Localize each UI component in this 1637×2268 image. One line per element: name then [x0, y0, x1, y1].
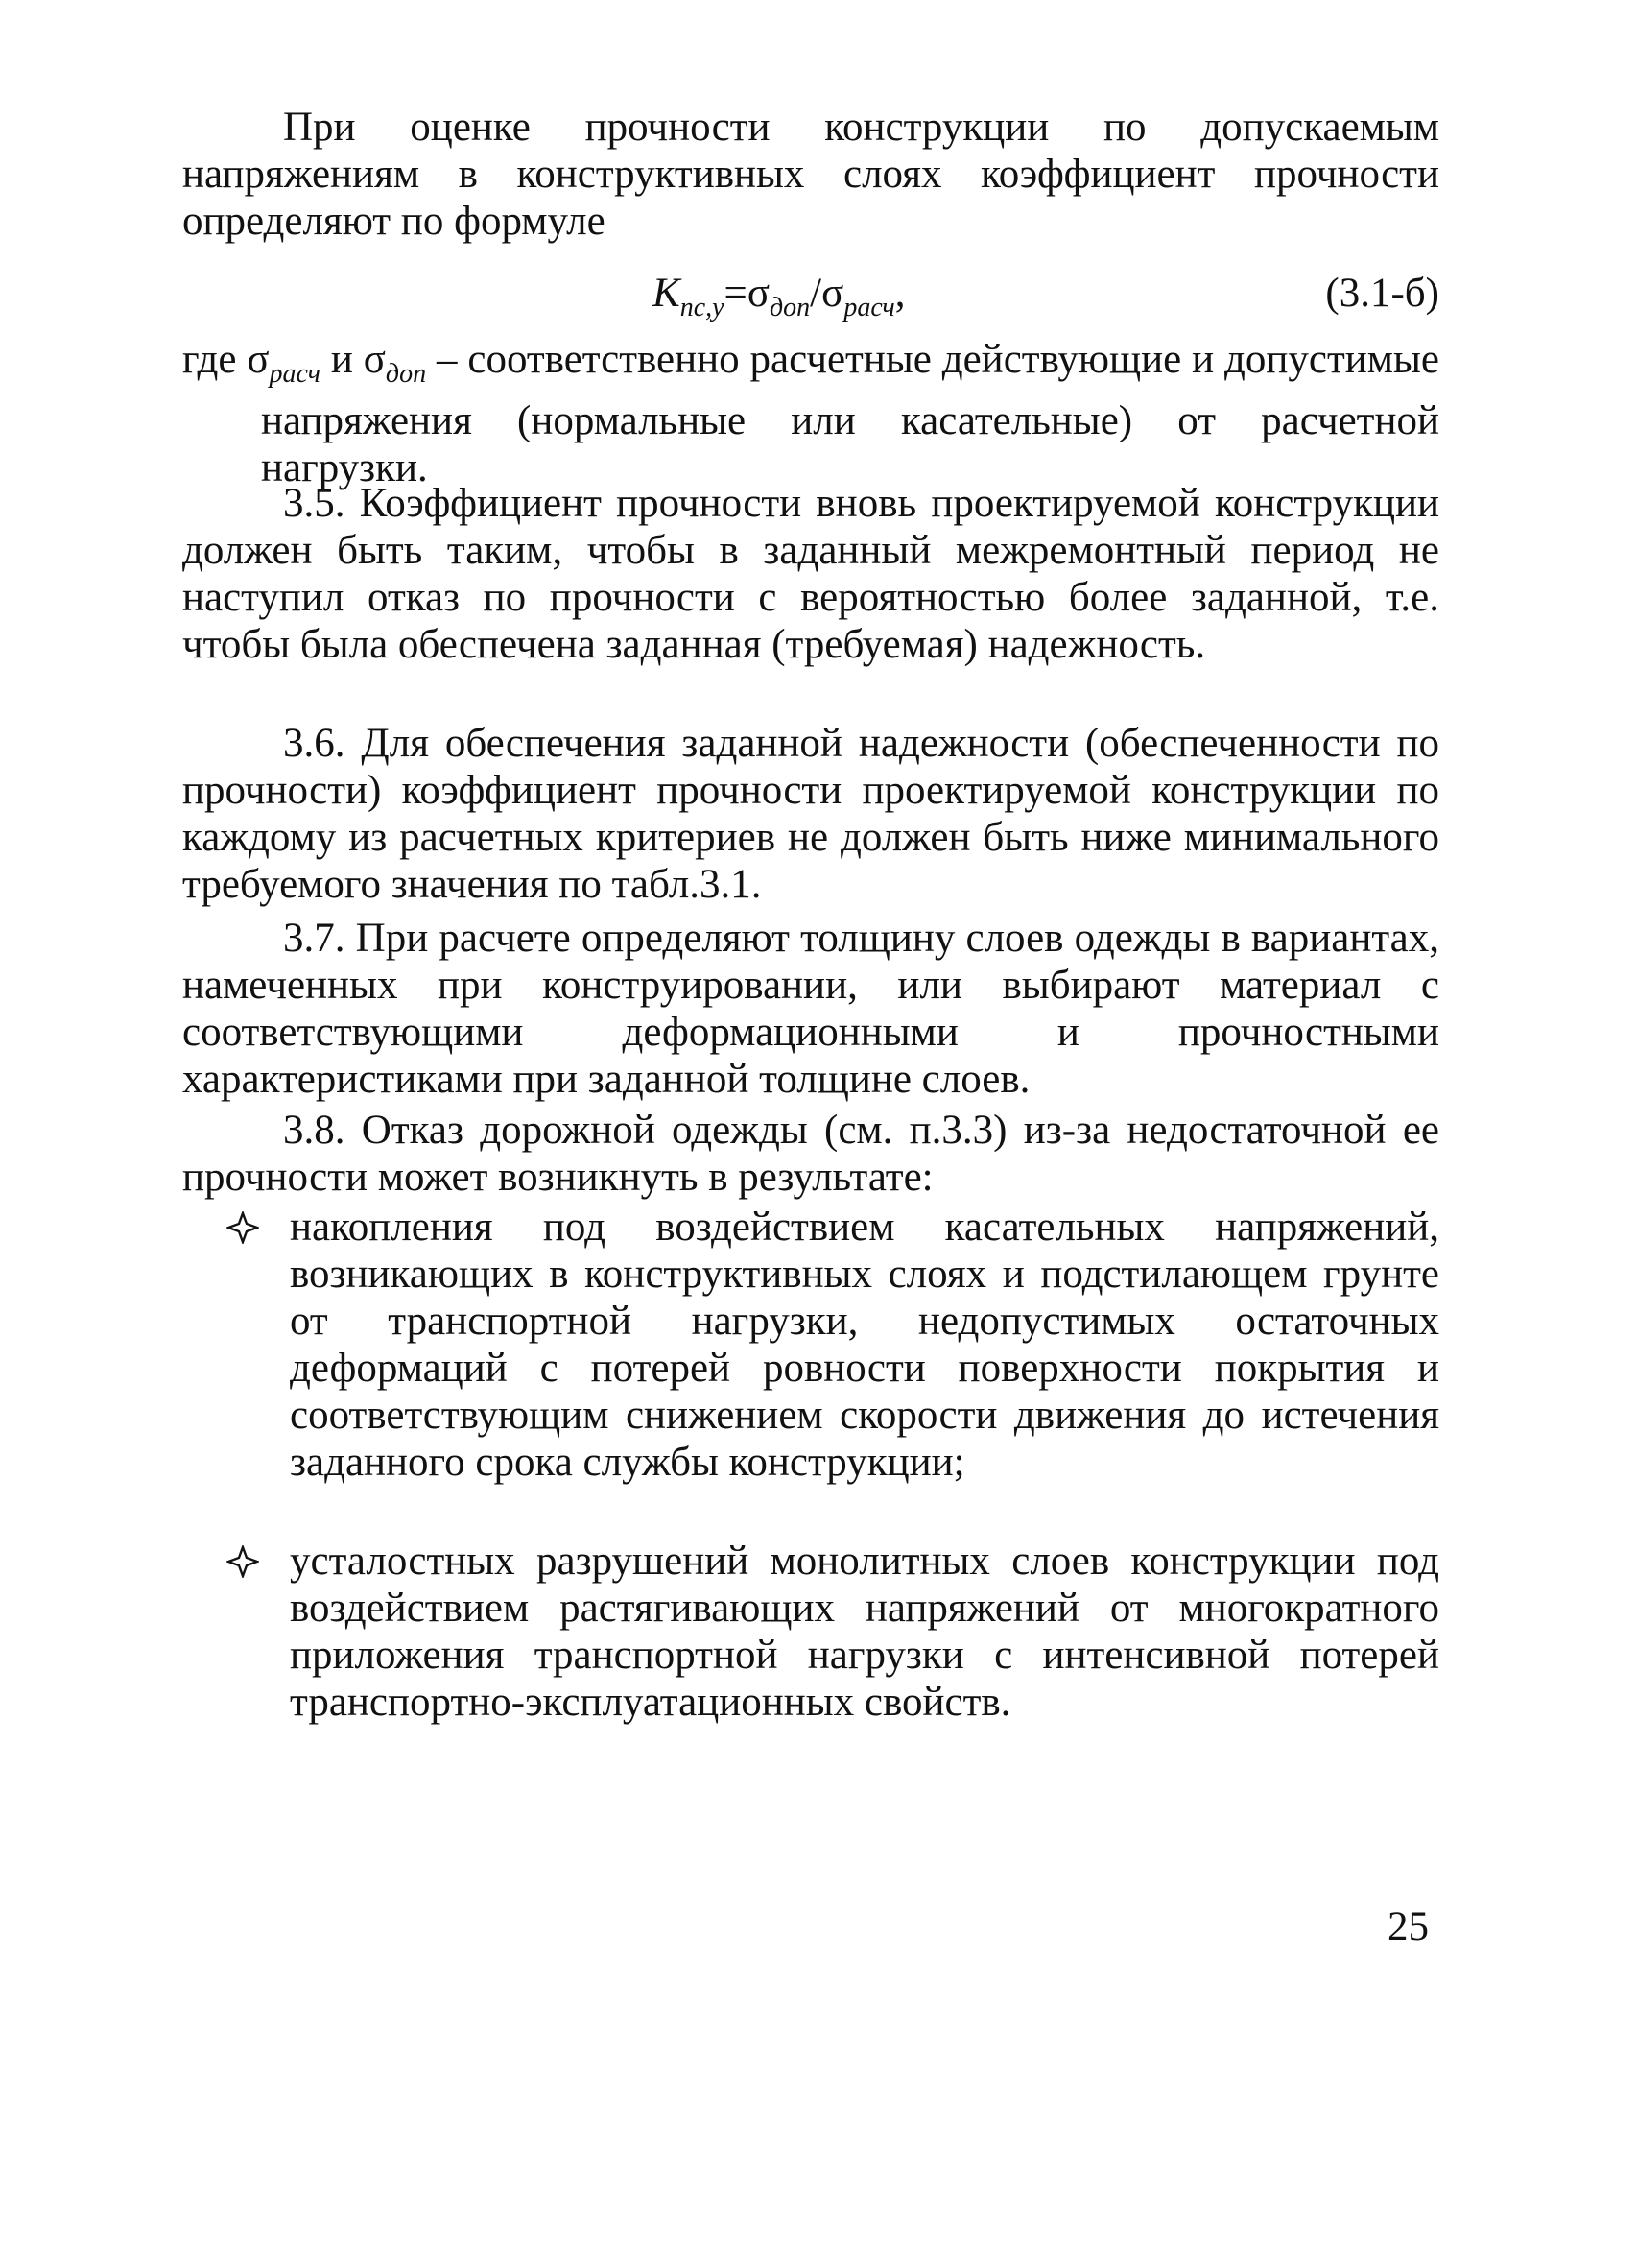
formula-sigma-design: σ — [821, 271, 844, 316]
where-allowed-subscript: доп — [385, 359, 427, 389]
formula-design-subscript: расч — [843, 293, 895, 322]
paragraph-3-5: 3.5. Коэффициент прочности вновь проектируемой конструкции должен быть таким, чтобы в заданный межремонтный период не наступил отказ по прочности с вероятностью более заданной, т.е. чтобы была обеспечена заданная (требуемая) надежность. — [182, 481, 1439, 667]
formula-equals: = — [724, 271, 747, 316]
list-item-text: усталостных разрушений монолитных слоев конструкции под воздействием растягивающих напряжений от многократного приложения транспортной нагрузки с интенсивной потерей транспортно-эксплуатационных свойств. — [290, 1539, 1439, 1725]
page-number: 25 — [1388, 1904, 1429, 1949]
formula-comma: , — [894, 271, 906, 316]
where-sigma-allowed: σ — [363, 337, 386, 382]
formula-allowed-subscript: доп — [770, 293, 811, 322]
list-item-text: накопления под воздействием касательных напряжений, возникающих в конструктивных слоях и подстилающем грунте от транспортной нагрузки, недопустимых остаточных деформаций с потерей ровности поверхности покрытия и соответствующим снижением скорости движения до истечения заданного срока службы конструкции; — [290, 1205, 1439, 1485]
where-rest: – соответственно расчетные действующие и допустимые напряжения (нормальные или касательные) от расчетной нагрузки. — [261, 337, 1439, 490]
list-item — [182, 1538, 1439, 1726]
formula — [652, 267, 905, 335]
formula-number: (3.1-б) — [1325, 271, 1439, 316]
where-lead: где — [182, 337, 248, 382]
formula-slash: / — [810, 271, 822, 316]
paragraph-3-6: 3.6. Для обеспечения заданной надежности (обеспеченности по прочности) коэффициент прочности проектируемой конструкции по каждому из расчетных критериев не должен быть ниже минимального требуемого значения по табл.3.1. — [182, 721, 1439, 907]
where-clause — [182, 336, 1439, 491]
intro-paragraph: При оценке прочности конструкции по допускаемым напряжениям в конструктивных слоях коэффициент прочности определяют по формуле — [182, 105, 1439, 244]
paragraph-3-7: 3.7. При расчете определяют толщину слоев одежды в вариантах, намеченных при конструировании, или выбирают материал с соответствующими деформационными и прочностными характеристиками при заданной толщине слоев. — [182, 916, 1439, 1102]
four-point-star-outline-icon — [226, 1545, 259, 1578]
formula-row — [182, 267, 1439, 321]
formula-sigma-allowed: σ — [747, 271, 770, 316]
list-item — [182, 1204, 1439, 1486]
formula-lhs: K — [652, 271, 680, 316]
formula-lhs-subscript: пс,у — [679, 293, 724, 322]
paragraph-3-8: 3.8. Отказ дорожной одежды (см. п.3.3) из-за недостаточной ее прочности может возникнуть в результате: — [182, 1108, 1439, 1200]
where-design-subscript: расч — [269, 359, 320, 389]
where-and: и — [320, 337, 364, 382]
where-sigma-design: σ — [247, 337, 270, 382]
four-point-star-outline-icon — [226, 1211, 259, 1244]
